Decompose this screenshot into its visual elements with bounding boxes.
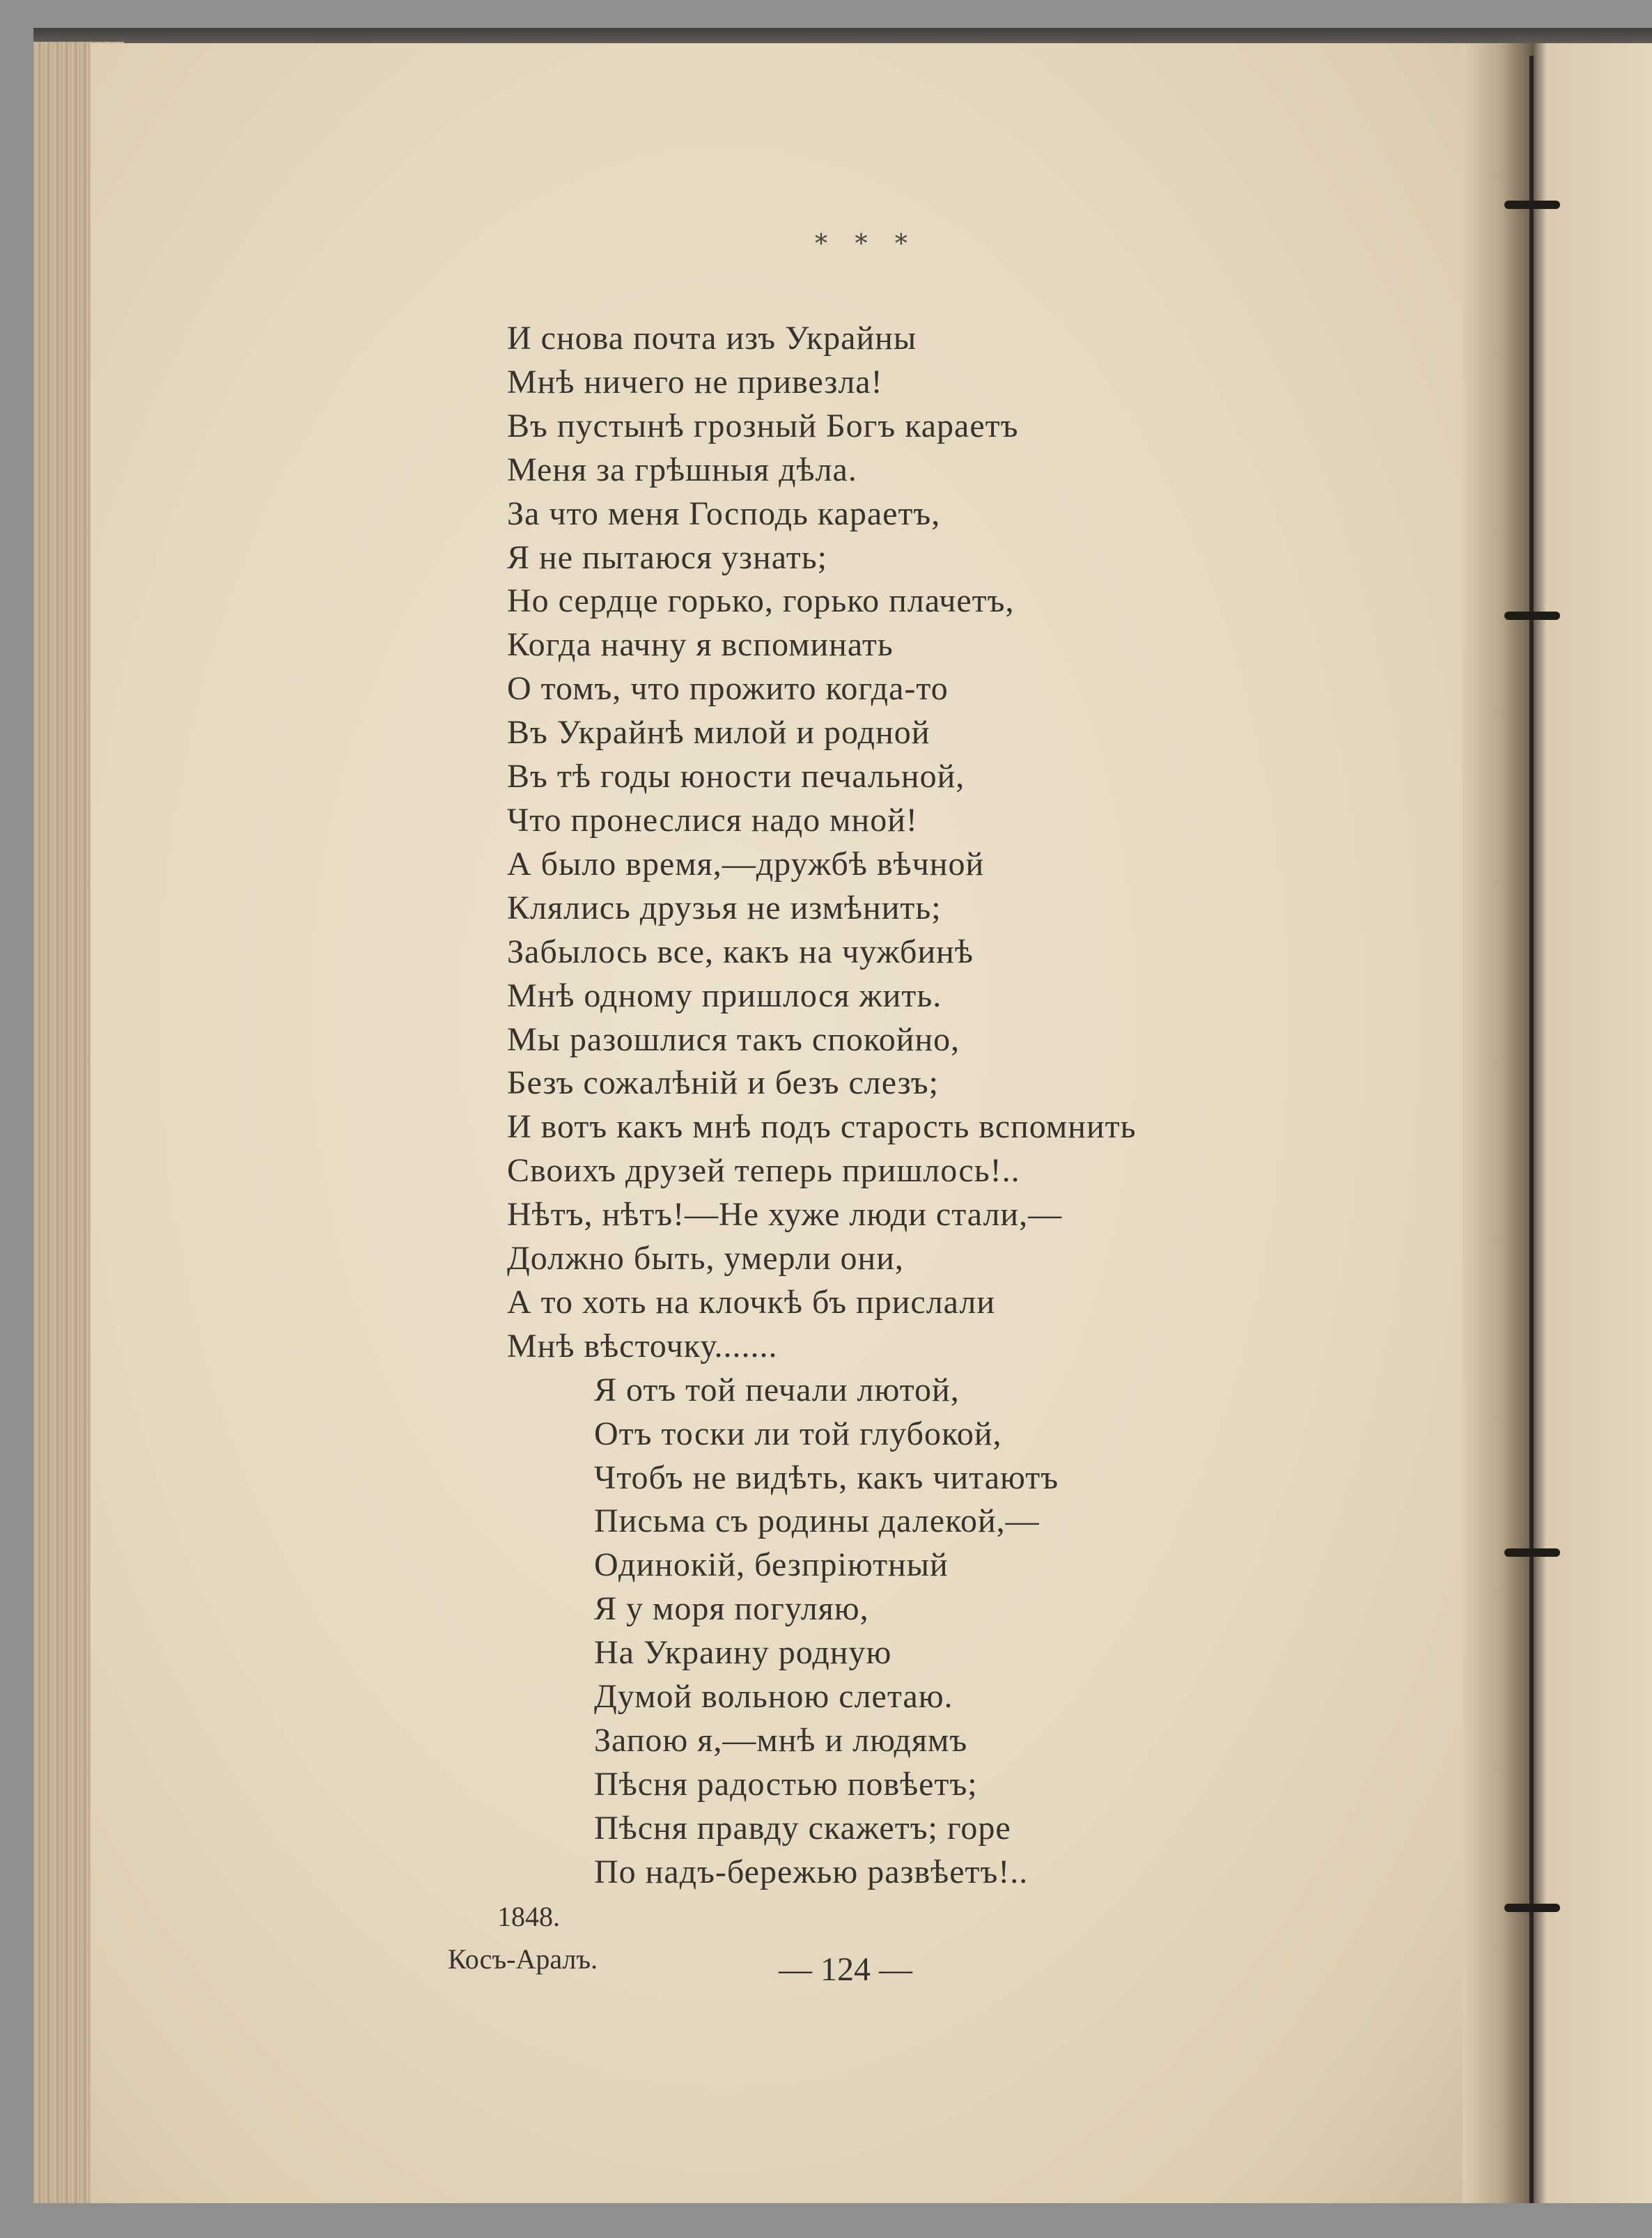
facing-page-edge <box>1532 43 1652 2206</box>
poem-line: За что меня Господь караетъ, <box>507 495 941 532</box>
poem-line: Я отъ той печали лютой, <box>594 1371 960 1408</box>
poem-line: Клялись друзья не измѣнить; <box>507 889 942 926</box>
poem-date: 1848. <box>497 1901 560 1932</box>
poem-line: Когда начну я вспоминать <box>507 626 894 664</box>
poem-line: Забылось все, какъ на чужбинѣ <box>507 933 974 970</box>
poem-place: Косъ-Аралъ. <box>448 1943 598 1975</box>
poem-line: Въ тѣ годы юности печальной, <box>507 758 965 795</box>
poem-line: А то хоть на клочкѣ бъ прислали <box>507 1283 996 1321</box>
poem-line: Мы разошлися такъ спокойно, <box>507 1020 960 1058</box>
poem-line: Но сердце горько, горько плачетъ, <box>507 582 1015 620</box>
poem-line: Въ Украйнѣ милой и родной <box>507 714 930 752</box>
poem-line: Нѣтъ, нѣтъ!—Не хуже люди стали,— <box>507 1196 1063 1234</box>
poem-line: Одинокій, безпріютный <box>594 1546 949 1584</box>
poem-line: А было время,—дружбѣ вѣчной <box>507 845 985 883</box>
poem-line: Меня за грѣшныя дѣла. <box>507 451 857 488</box>
poem-line: На Украину родную <box>594 1634 892 1672</box>
poem-line: Пѣсня правду скажетъ; горе <box>594 1809 1011 1847</box>
poem-line: Мнѣ одному пришлося жить. <box>507 977 942 1014</box>
poem-line: Отъ тоски ли той глубокой, <box>594 1415 1002 1452</box>
poem-line: Пѣсня радостью повѣетъ; <box>594 1765 978 1803</box>
poem-line: Безъ сожалѣній и безъ слезъ; <box>507 1064 939 1102</box>
poem-line: Что пронеслися надо мной! <box>507 801 918 839</box>
poem-line: Въ пустынѣ грозный Богъ караетъ <box>507 407 1019 444</box>
poem-line: По надъ-бережью развѣетъ!.. <box>594 1853 1029 1890</box>
poem-line: Мнѣ ничего не привезла! <box>507 363 883 401</box>
poem-stanza-2 <box>507 1369 1137 1895</box>
poem-line: Думой вольною слетаю. <box>594 1678 953 1716</box>
poem-line: Запою я,—мнѣ и людямъ <box>594 1722 968 1759</box>
spine-line <box>1529 56 1534 2205</box>
book-gutter <box>1463 43 1532 2206</box>
poem-line: И вотъ какъ мнѣ подъ старость вспомнить <box>507 1108 1137 1146</box>
poem-text <box>507 317 1137 1895</box>
poem-line: Своихъ друзей теперь пришлось!.. <box>507 1152 1020 1190</box>
scan-border-bottom <box>33 2203 1652 2238</box>
poem-line: Я не пытаюся узнать; <box>507 538 827 576</box>
poem-line: Должно быть, умерли они, <box>507 1240 904 1277</box>
binding-thread <box>1504 612 1560 620</box>
section-ornament: * * * <box>815 230 917 258</box>
poem-line: И снова почта изъ Украйны <box>507 320 917 357</box>
poem-line: Я у моря погуляю, <box>594 1590 869 1628</box>
poem-line: Чтобъ не видѣть, какъ читаютъ <box>594 1459 1059 1496</box>
poem-line: О томъ, что прожито когда-то <box>507 670 949 708</box>
binding-thread <box>1504 201 1560 209</box>
binding-thread <box>1504 1548 1560 1557</box>
poem-line: Мнѣ вѣсточку....... <box>507 1327 778 1365</box>
binding-thread <box>1504 1904 1560 1912</box>
poem-stanza-1 <box>507 317 1137 1369</box>
poem-line: Письма съ родины далекой,— <box>594 1502 1040 1540</box>
page-number: — 124 — <box>779 1951 912 1988</box>
